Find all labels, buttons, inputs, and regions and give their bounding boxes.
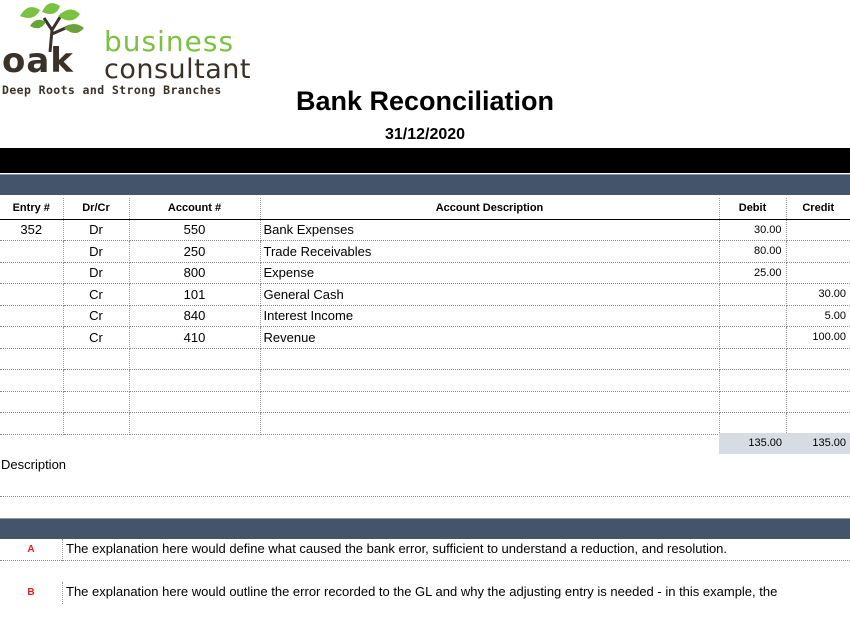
- logo-business: business: [104, 25, 235, 58]
- note-letter: A: [27, 544, 35, 555]
- entry-cell: [0, 305, 63, 327]
- credit-cell: [786, 262, 850, 284]
- debit-cell: [719, 348, 786, 370]
- entry-cell: [0, 391, 63, 413]
- debit-cell: 25.00: [719, 262, 786, 284]
- table-row: [0, 413, 850, 435]
- credit-cell: [786, 370, 850, 392]
- company-logo: [0, 0, 270, 100]
- debit-cell: [719, 305, 786, 327]
- description-cell: Revenue: [260, 327, 719, 349]
- entry-cell: [0, 370, 63, 392]
- description-cell: [260, 370, 719, 392]
- account-cell: 410: [129, 327, 260, 349]
- report-title: Bank Reconciliation: [295, 86, 555, 116]
- note-divider: [62, 582, 63, 604]
- credit-cell: [786, 391, 850, 413]
- debit-cell: [719, 391, 786, 413]
- journal-entry-table: [0, 198, 850, 435]
- description-cell: Trade Receivables: [260, 241, 719, 263]
- credit-cell: [786, 241, 850, 263]
- total-debit: 135.00: [719, 433, 786, 454]
- note-divider: [62, 539, 63, 561]
- entry-cell: [0, 262, 63, 284]
- account-cell: [129, 348, 260, 370]
- table-row: [0, 219, 850, 241]
- col-header-drcr: Dr/Cr: [63, 198, 129, 219]
- logo-brand: oak: [2, 41, 74, 81]
- drcr-cell: [63, 413, 129, 435]
- account-cell: 250: [129, 241, 260, 263]
- debit-cell: 30.00: [719, 219, 786, 241]
- section-band-entries: [0, 174, 850, 195]
- note-underline: [0, 560, 850, 561]
- drcr-cell: Cr: [63, 305, 129, 327]
- table-header-row: [0, 198, 850, 219]
- note-row-a: [0, 539, 850, 561]
- drcr-cell: Dr: [63, 262, 129, 284]
- note-text: The explanation here would define what caused the bank error, sufficient to understand a reduction, and resolution.: [66, 541, 728, 556]
- entry-cell: [0, 348, 63, 370]
- note-text: The explanation here would outline the error recorded to the GL and why the adjusting entry is needed - in this example, the: [66, 584, 778, 599]
- description-cell: [260, 348, 719, 370]
- note-row-b: [0, 582, 850, 604]
- description-cell: General Cash: [260, 284, 719, 306]
- table-row: [0, 370, 850, 392]
- col-header-credit: Credit: [786, 198, 850, 219]
- entry-cell: 352: [0, 219, 63, 241]
- credit-cell: 5.00: [786, 305, 850, 327]
- credit-cell: 100.00: [786, 327, 850, 349]
- account-cell: 840: [129, 305, 260, 327]
- entry-cell: [0, 284, 63, 306]
- description-cell: [260, 413, 719, 435]
- table-row: [0, 348, 850, 370]
- drcr-cell: [63, 348, 129, 370]
- account-cell: [129, 413, 260, 435]
- logo-tagline: Deep Roots and Strong Branches: [2, 83, 222, 97]
- total-credit: 135.00: [786, 433, 850, 454]
- entry-cell: [0, 327, 63, 349]
- credit-cell: [786, 348, 850, 370]
- drcr-cell: Dr: [63, 241, 129, 263]
- table-row: [0, 284, 850, 306]
- entry-cell: [0, 413, 63, 435]
- section-band-notes: [0, 518, 850, 539]
- description-cell: Expense: [260, 262, 719, 284]
- drcr-cell: [63, 370, 129, 392]
- drcr-cell: Dr: [63, 219, 129, 241]
- description-cell: [260, 391, 719, 413]
- account-cell: 101: [129, 284, 260, 306]
- account-cell: 800: [129, 262, 260, 284]
- table-row: [0, 391, 850, 413]
- debit-cell: [719, 284, 786, 306]
- logo-consultant: consultant: [104, 54, 251, 85]
- debit-cell: [719, 327, 786, 349]
- header-band: [0, 148, 850, 173]
- debit-cell: 80.00: [719, 241, 786, 263]
- account-cell: [129, 391, 260, 413]
- col-header-description: Account Description: [260, 198, 719, 219]
- credit-cell: [786, 219, 850, 241]
- table-row: [0, 327, 850, 349]
- description-cell: Interest Income: [260, 305, 719, 327]
- debit-cell: [719, 413, 786, 435]
- table-row: [0, 262, 850, 284]
- drcr-cell: [63, 391, 129, 413]
- account-cell: 550: [129, 219, 260, 241]
- col-header-entry: Entry #: [0, 198, 63, 219]
- table-row: [0, 305, 850, 327]
- table-row: [0, 241, 850, 263]
- debit-cell: [719, 370, 786, 392]
- col-header-debit: Debit: [719, 198, 786, 219]
- credit-cell: [786, 413, 850, 435]
- description-field-line: [0, 496, 850, 497]
- entry-cell: [0, 241, 63, 263]
- drcr-cell: Cr: [63, 284, 129, 306]
- credit-cell: 30.00: [786, 284, 850, 306]
- report-date: 31/12/2020: [384, 126, 466, 143]
- note-letter: B: [27, 587, 35, 598]
- description-label: Description: [1, 457, 67, 472]
- col-header-account: Account #: [129, 198, 260, 219]
- account-cell: [129, 370, 260, 392]
- description-cell: Bank Expenses: [260, 219, 719, 241]
- drcr-cell: Cr: [63, 327, 129, 349]
